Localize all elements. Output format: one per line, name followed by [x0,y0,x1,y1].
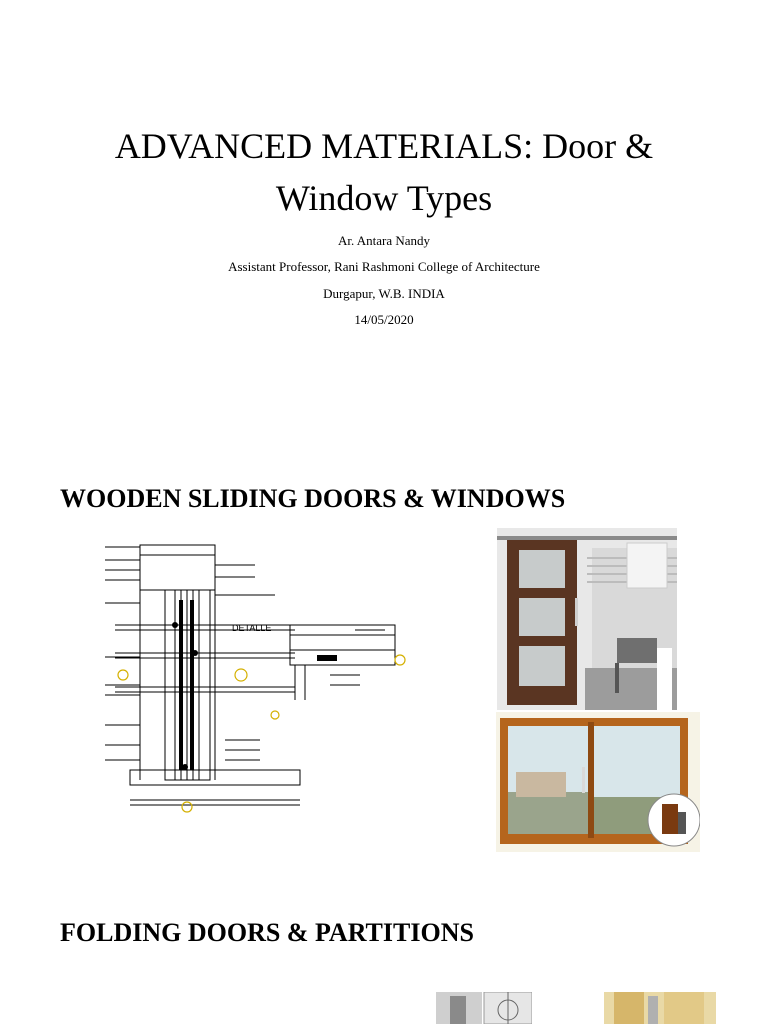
folding-partition-photo [604,992,716,1024]
author-position: Assistant Professor, Rani Rashmoni College of Architecture [228,259,540,274]
wooden-sliding-window-photo [496,712,700,852]
document-title: ADVANCED MATERIALS: Door & Window Types [114,126,654,218]
drawing-detail-label: DETALLE [232,623,272,633]
barn-door-photo [497,528,677,710]
section-heading-folding: FOLDING DOORS & PARTITIONS [60,918,474,947]
author-location: Durgapur, W.B. INDIA [323,286,445,301]
author-name: Ar. Antara Nandy [337,233,431,248]
document-date: 14/05/2020 [354,312,414,327]
section-heading-sliding: WOODEN SLIDING DOORS & WINDOWS [60,484,566,513]
sliding-door-section-drawing [95,535,415,825]
folding-door-detail-photo [436,992,532,1024]
